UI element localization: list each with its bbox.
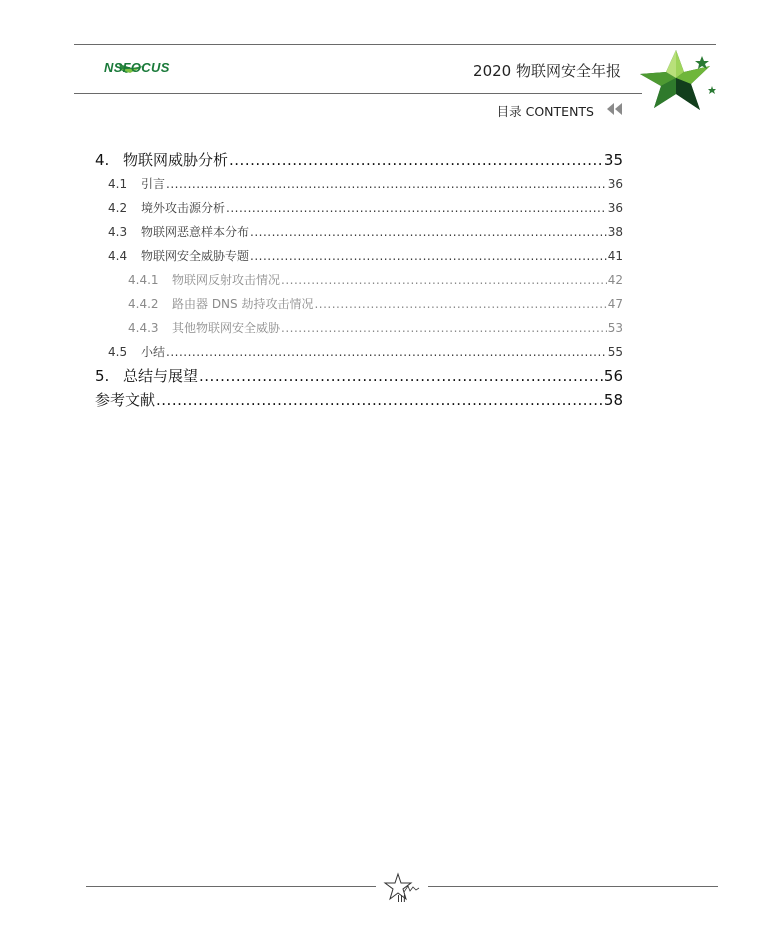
toc-entry-page: 53 <box>607 321 623 335</box>
toc-leader-dots <box>166 172 607 196</box>
toc-entry[interactable] <box>95 340 623 364</box>
toc-entry-number: 4.4 <box>108 249 128 263</box>
toc-entry[interactable] <box>95 292 623 316</box>
toc-entry-number: 5. <box>95 367 110 385</box>
toc-leader-dots <box>281 316 607 340</box>
section-label: 目录 CONTENTS <box>496 104 594 119</box>
toc-entry[interactable] <box>95 244 623 268</box>
toc-entry-number: 4.4.1 <box>128 273 159 287</box>
toc-leader-dots <box>250 220 607 244</box>
toc-entry-page: 58 <box>603 391 623 409</box>
toc-entry-number: 4.1 <box>108 177 128 191</box>
toc-entry-title: 参考文献 <box>95 391 156 409</box>
toc-entry[interactable] <box>95 388 623 412</box>
toc-entry[interactable] <box>95 196 623 220</box>
toc-entry-page: 41 <box>607 249 623 263</box>
toc-leader-dots <box>250 244 607 268</box>
header-top-rule <box>74 44 716 45</box>
toc-leader-dots <box>156 388 603 412</box>
header-bottom-rule <box>74 93 642 94</box>
footer-rule-left <box>86 886 376 887</box>
toc-entry-title: 物联网安全威胁专题 <box>141 249 250 263</box>
toc-entry-page: 47 <box>607 297 623 311</box>
toc-entry-title: 物联网威胁分析 <box>123 151 229 169</box>
toc-entry-title: 物联网反射攻击情况 <box>172 273 281 287</box>
toc-leader-dots <box>314 292 606 316</box>
toc-entry-title: 引言 <box>141 177 166 191</box>
toc-leader-dots <box>166 340 607 364</box>
toc-entry-title: 总结与展望 <box>123 367 199 385</box>
toc-entry-page: 36 <box>607 201 623 215</box>
toc-leader-dots <box>199 364 603 388</box>
toc-entry[interactable] <box>95 316 623 340</box>
toc-leader-dots <box>281 268 607 292</box>
toc-entry-title: 路由器 DNS 劫持攻击情况 <box>172 297 314 311</box>
toc-entry-number: 4.4.3 <box>128 321 159 335</box>
toc-entry-title: 其他物联网安全威胁 <box>172 321 281 335</box>
report-title: 2020 物联网安全年报 <box>473 62 621 80</box>
toc-entry-number: 4.3 <box>108 225 128 239</box>
back-double-arrow-icon[interactable] <box>606 102 624 116</box>
toc-entry-title: 物联网恶意样本分布 <box>141 225 250 239</box>
toc-entry[interactable] <box>95 148 623 172</box>
toc-entry[interactable] <box>95 268 623 292</box>
table-of-contents <box>95 148 623 412</box>
toc-entry[interactable] <box>95 220 623 244</box>
toc-entry[interactable] <box>95 364 623 388</box>
toc-entry-number: 4. <box>95 151 110 169</box>
toc-entry-page: 56 <box>603 367 623 385</box>
toc-entry-page: 42 <box>607 273 623 287</box>
footer-rule-right <box>428 886 718 887</box>
toc-entry-number: 4.5 <box>108 345 128 359</box>
toc-entry-page: 35 <box>603 151 623 169</box>
toc-entry-page: 55 <box>607 345 623 359</box>
page-number: III <box>397 894 406 905</box>
toc-entry[interactable] <box>95 172 623 196</box>
toc-entry-number: 4.2 <box>108 201 128 215</box>
toc-entry-number: 4.4.2 <box>128 297 159 311</box>
star-emblem-icon <box>636 48 720 114</box>
toc-entry-page: 36 <box>607 177 623 191</box>
toc-entry-title: 小结 <box>141 345 166 359</box>
toc-entry-title: 境外攻击源分析 <box>141 201 226 215</box>
logo-text: NSFOCUS <box>104 60 170 75</box>
toc-entry-page: 38 <box>607 225 623 239</box>
toc-leader-dots <box>229 148 603 172</box>
toc-leader-dots <box>226 196 607 220</box>
